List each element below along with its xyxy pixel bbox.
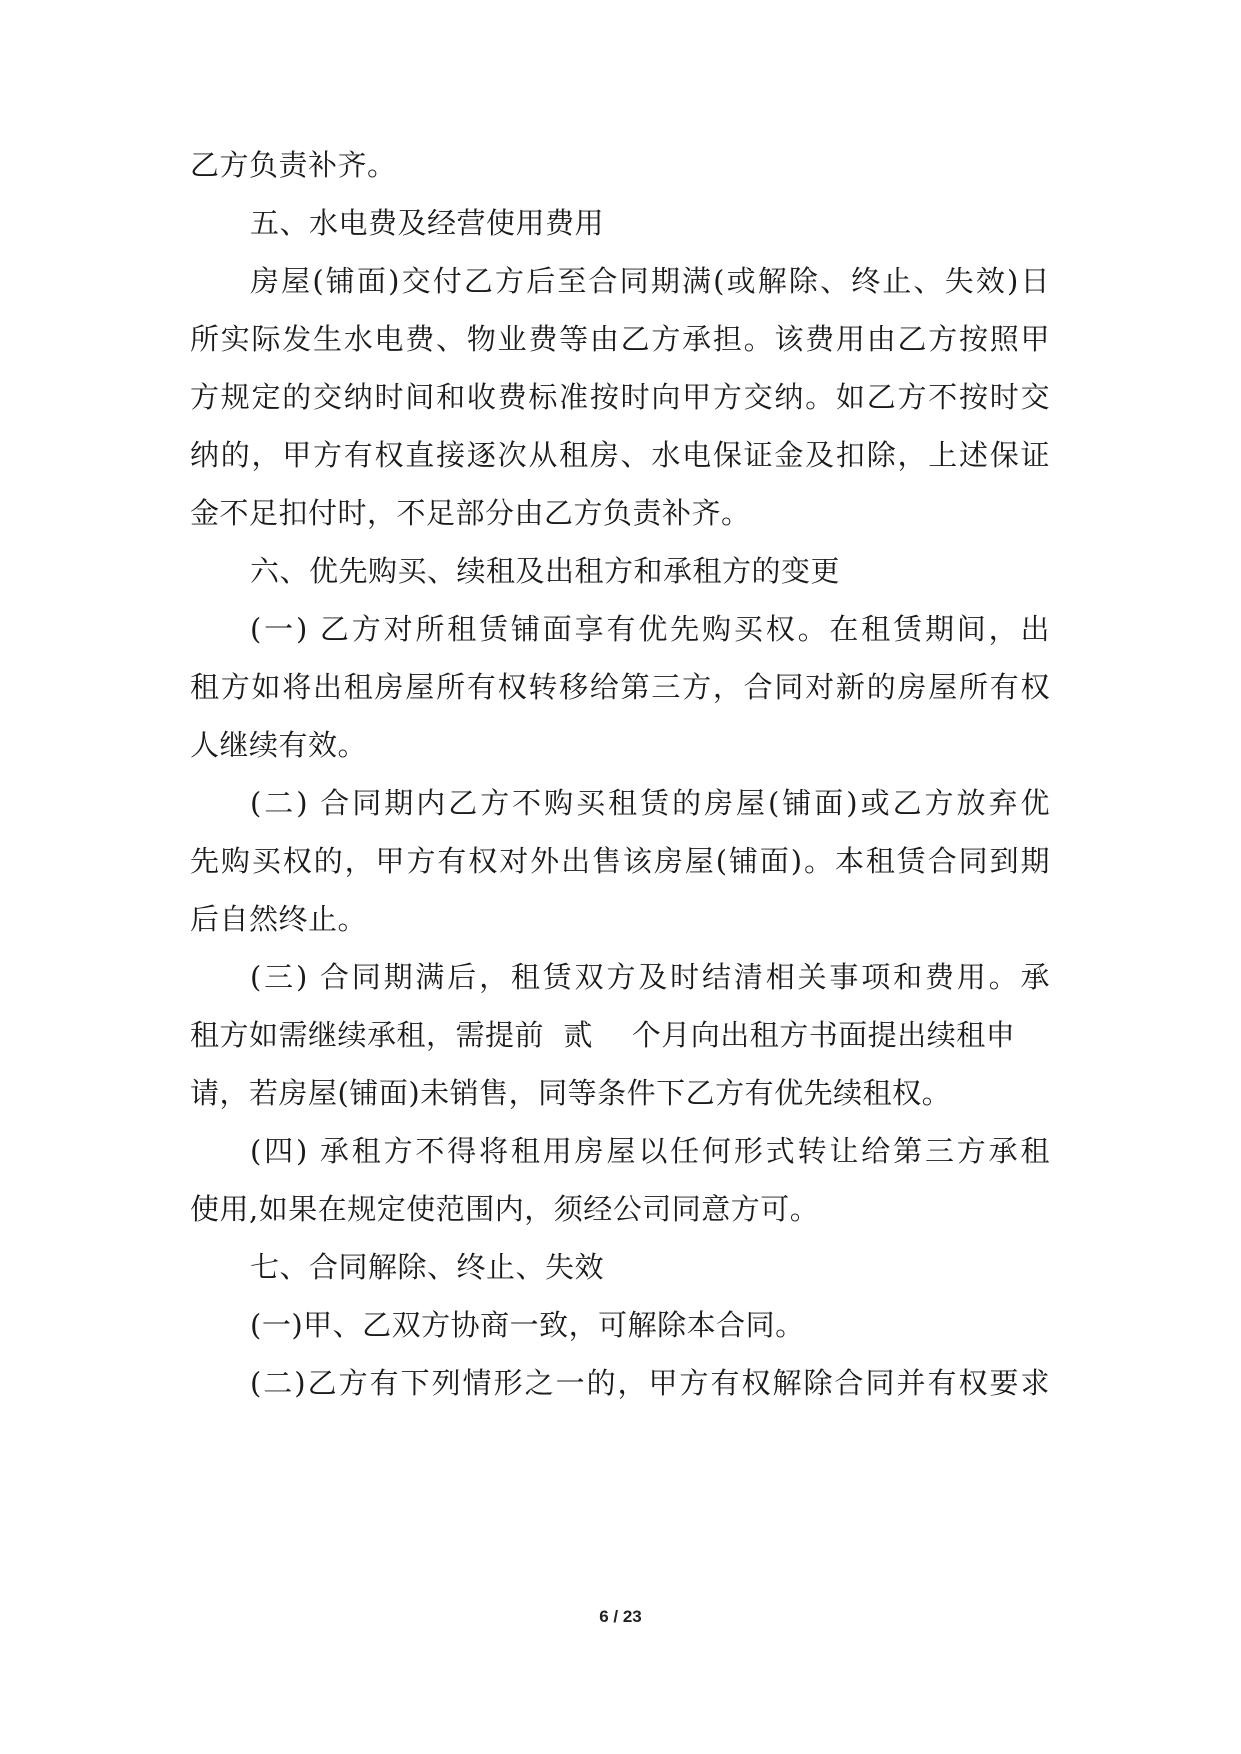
text-line: 所实际发生水电费、物业费等由乙方承担。该费用由乙方按照甲 (190, 322, 1050, 356)
text-line: 租方如将出租房屋所有权转移给第三方，合同对新的房屋所有权 (190, 670, 1050, 704)
section-heading: 七、合同解除、终止、失效 (250, 1250, 605, 1284)
text-line: (一) 乙方对所租赁铺面享有优先购买权。在租赁期间，出 (250, 612, 1050, 646)
section-heading: 六、优先购买、续租及出租方和承租方的变更 (250, 554, 841, 588)
text-line: (四) 承租方不得将租用房屋以任何形式转让给第三方承租 (250, 1134, 1050, 1168)
page-number: 6 / 23 (599, 1607, 642, 1626)
section-heading: 五、水电费及经营使用费用 (250, 206, 605, 240)
text-line: 纳的，甲方有权直接逐次从租房、水电保证金及扣除，上述保证 (190, 438, 1050, 472)
text-line: 先购买权的，甲方有权对外出售该房屋(铺面)。本租赁合同到期 (190, 844, 1050, 878)
text-line: 人继续有效。 (190, 728, 368, 762)
text-line: 金不足扣付时，不足部分由乙方负责补齐。 (190, 496, 751, 530)
text-line: 使用,如果在规定使范围内，须经公司同意方可。 (190, 1192, 820, 1226)
text-line: (二) 合同期内乙方不购买租赁的房屋(铺面)或乙方放弃优 (250, 786, 1050, 820)
text-line: 请，若房屋(铺面)未销售，同等条件下乙方有优先续租权。 (190, 1076, 952, 1110)
text-line: (二)乙方有下列情形之一的，甲方有权解除合同并有权要求 (250, 1366, 1050, 1400)
text-line: (一)甲、乙双方协商一致，可解除本合同。 (250, 1308, 805, 1342)
text-line: 方规定的交纳时间和收费标准按时向甲方交纳。如乙方不按时交 (190, 380, 1050, 414)
text-line: 乙方负责补齐。 (190, 148, 397, 182)
text-line: 房屋(铺面)交付乙方后至合同期满(或解除、终止、失效)日 (250, 264, 1050, 298)
text-line: 租方如需继续承租，需提前 贰 个月向出租方书面提出续租申 (190, 1018, 1016, 1052)
text-line: 后自然终止。 (190, 902, 368, 936)
text-line: (三) 合同期满后，租赁双方及时结清相关事项和费用。承 (250, 960, 1050, 994)
